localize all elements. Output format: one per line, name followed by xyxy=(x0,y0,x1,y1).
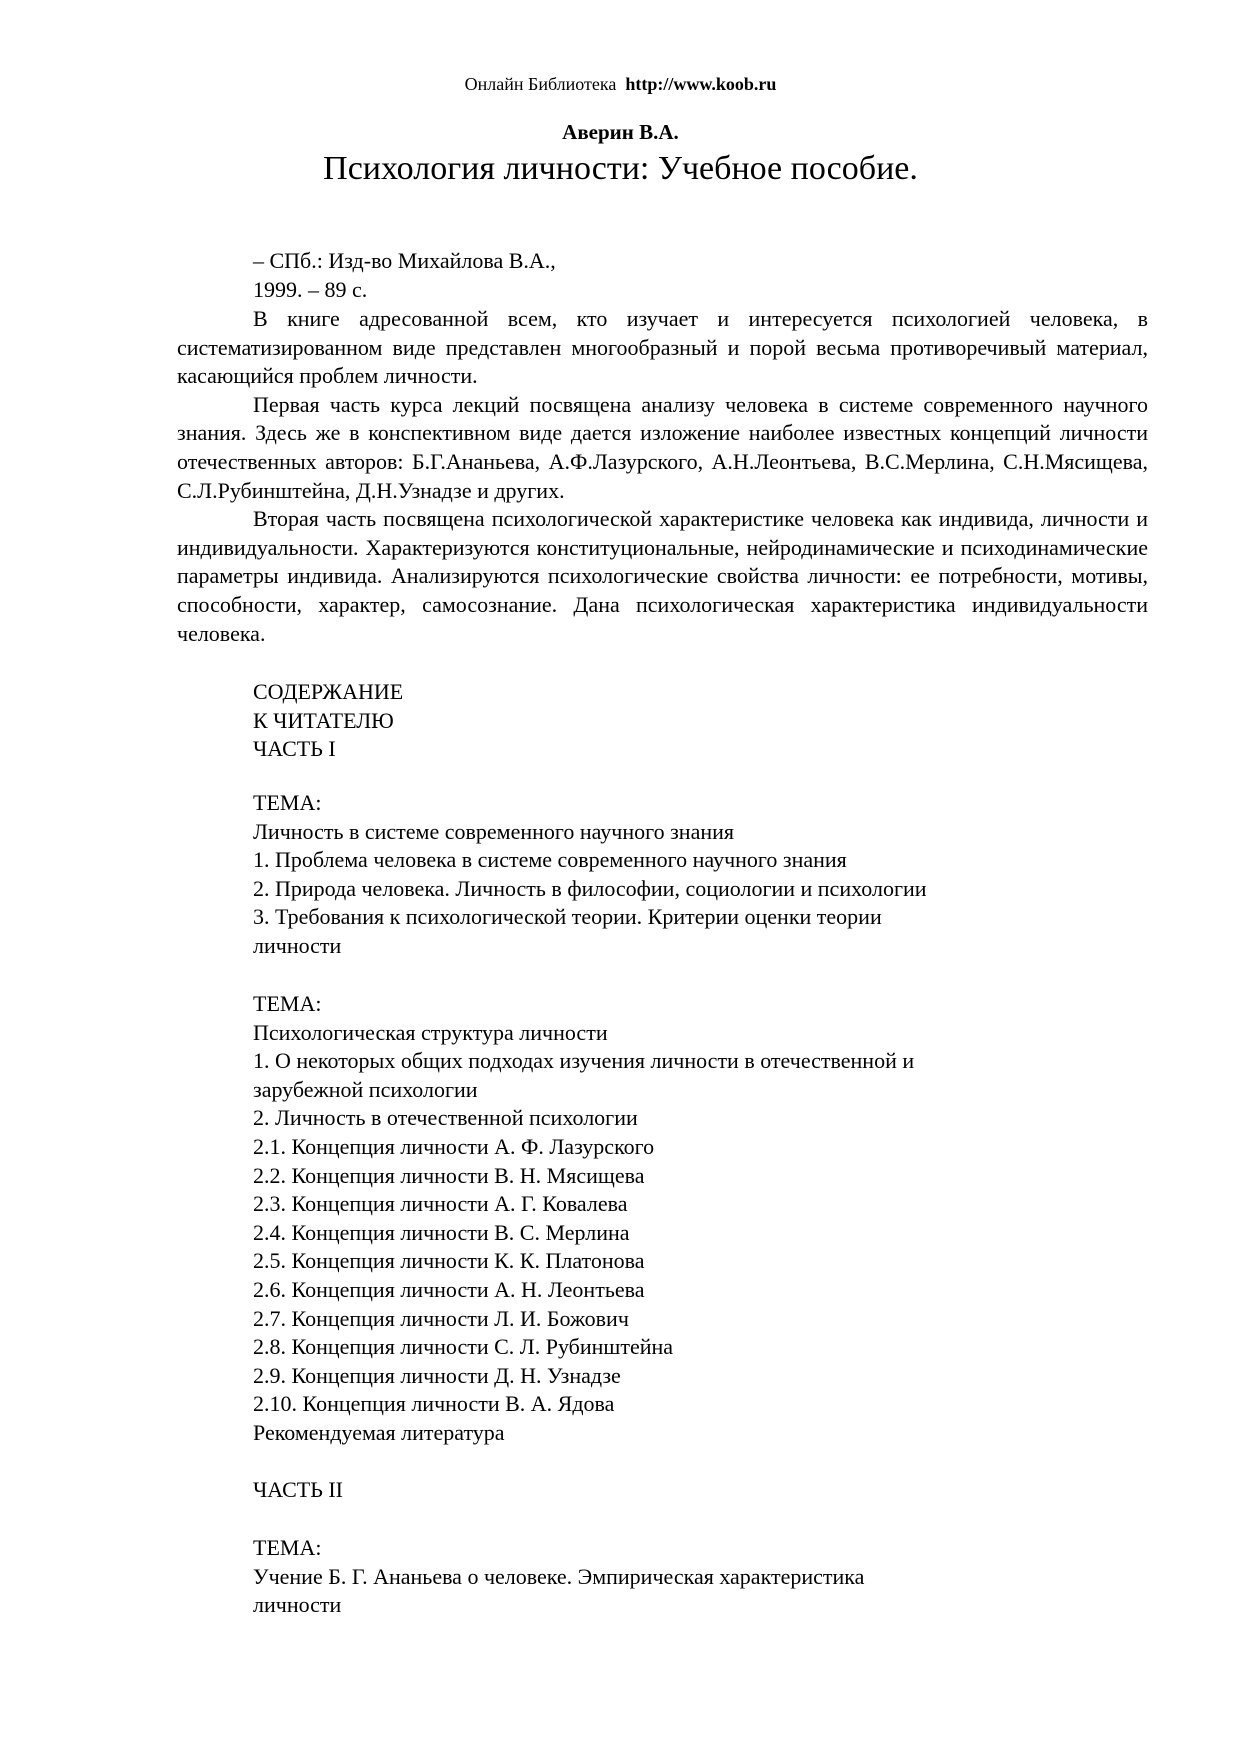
abstract-paragraph: В книге адресованной всем, кто изучает и интересуется психологией человека, в систематизированном виде представлен многообразный и порой весьма противоречивый материал, касающийся проблем личности. xyxy=(177,306,1148,389)
toc-topic-1 xyxy=(253,789,927,961)
toc-item: личности xyxy=(253,932,342,958)
toc-item: зарубежной психологии xyxy=(253,1076,478,1102)
topic-title: Учение Б. Г. Ананьева о человеке. Эмпирическая характеристика xyxy=(253,1563,865,1589)
toc-item: 2.4. Концепция личности В. С. Мерлина xyxy=(253,1219,630,1245)
toc-item: 2.7. Концепция личности Л. И. Божович xyxy=(253,1305,629,1331)
toc-item: 2.6. Концепция личности А. Н. Леонтьева xyxy=(253,1276,645,1302)
toc-item: Рекомендуемая литература xyxy=(253,1419,505,1445)
topic-title: Психологическая структура личности xyxy=(253,1019,608,1045)
abstract-paragraph: Первая часть курса лекций посвящена анализу человека в системе современного научного знания. Здесь же в конспективном виде дается изложение наиболее известных концепций личности отечественных авторов: Б.Г.Ананьева, А.Ф.Лазурского, А.Н.Леонтьева, В.С.Мерлина, С.Н.Мясищева, С.Л.Рубинштейна, Д.Н.Узнадзе и других. xyxy=(177,391,1148,503)
toc-item: 1. Проблема человека в системе современного научного знания xyxy=(253,847,847,873)
toc-item: 2.3. Концепция личности А. Г. Ковалева xyxy=(253,1191,628,1217)
toc-to-reader: К ЧИТАТЕЛЮ xyxy=(253,707,394,733)
author: Аверин В.А. xyxy=(562,120,679,144)
topic-label: ТЕМА: xyxy=(253,1535,322,1560)
toc-item: 1. О некоторых общих подходах изучения личности в отечественной и xyxy=(253,1048,915,1074)
toc-part-2-block xyxy=(253,1476,343,1505)
publisher-line: – СПб.: Изд-во Михайлова В.А., xyxy=(253,248,556,273)
toc-heading: СОДЕРЖАНИЕ xyxy=(253,679,404,704)
page-header xyxy=(0,74,1241,95)
toc-item: 2.8. Концепция личности С. Л. Рубинштейна xyxy=(253,1334,674,1360)
abstract xyxy=(177,305,1148,648)
toc-item: 2.9. Концепция личности Д. Н. Узнадзе xyxy=(253,1362,621,1388)
toc-topic-3 xyxy=(253,1534,864,1620)
toc-item: 2. Природа человека. Личность в философии, социологии и психологии xyxy=(253,875,927,901)
header-url: http://www.koob.ru xyxy=(625,74,777,94)
toc-topic-2 xyxy=(253,990,914,1448)
toc-item: личности xyxy=(253,1592,342,1618)
toc-item: 2.2. Концепция личности В. Н. Мясищева xyxy=(253,1162,645,1188)
toc-header-block xyxy=(253,678,403,764)
toc-item: 3. Требования к психологической теории. Критерии оценки теории xyxy=(253,904,882,930)
toc-part-2: ЧАСТЬ II xyxy=(253,1477,343,1502)
toc-part-1: ЧАСТЬ I xyxy=(253,736,336,762)
topic-label: ТЕМА: xyxy=(253,790,322,815)
toc-item: 2.10. Концепция личности В. А. Ядова xyxy=(253,1391,615,1417)
toc-item: 2.1. Концепция личности А. Ф. Лазурского xyxy=(253,1133,655,1159)
book-title: Психология личности: Учебное пособие. xyxy=(323,150,918,187)
toc-item: 2.5. Концепция личности К. К. Платонова xyxy=(253,1248,645,1274)
header-label: Онлайн Библиотека xyxy=(464,74,617,94)
publication-year-line: 1999. – 89 с. xyxy=(253,277,368,302)
abstract-paragraph: Вторая часть посвящена психологической характеристике человека как индивида, личности и индивидуальности. Характеризуются конституциональные, нейродинамические и психодинамические параметры индивида. Анализируются психологические свойства личности: ее потребности, мотивы, способности, характер, самосознание. Дана психологическая характеристика индивидуальности человека. xyxy=(177,506,1148,646)
topic-title: Личность в системе современного научного знания xyxy=(253,818,735,844)
topic-label: ТЕМА: xyxy=(253,991,322,1016)
toc-item: 2. Личность в отечественной психологии xyxy=(253,1105,638,1131)
